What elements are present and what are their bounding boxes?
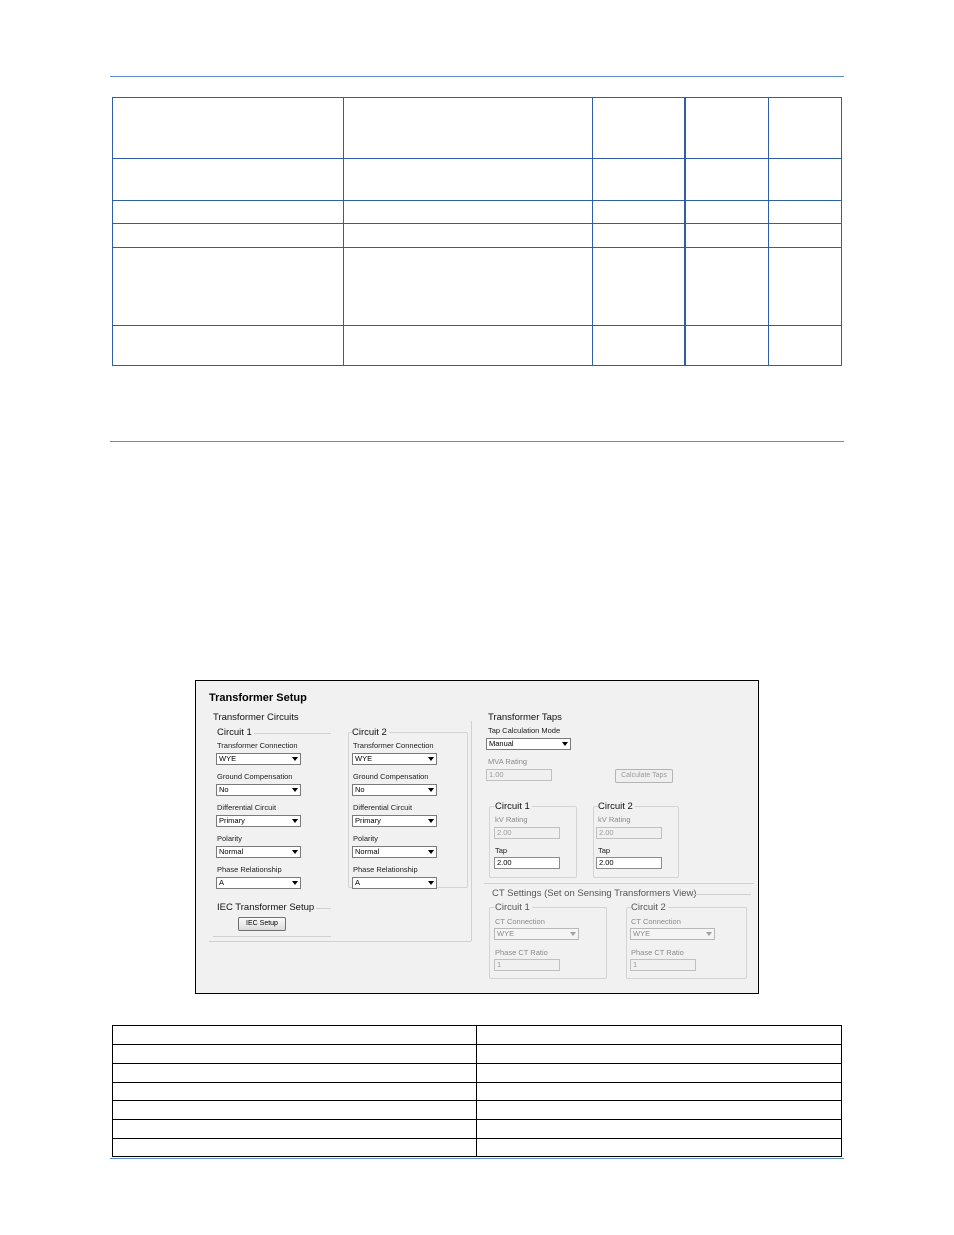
c2-phase-relationship-select[interactable] [352, 877, 437, 889]
dropdown-arrow-icon [706, 932, 712, 936]
ct-c2-ratio-label: Phase CT Ratio [631, 948, 684, 957]
ct-circuit1-title: Circuit 1 [495, 902, 530, 913]
c1-transformer-connection-select[interactable] [216, 753, 301, 765]
c1-differential-circuit-select[interactable] [216, 815, 301, 827]
iec-bottom-line [213, 936, 331, 937]
ct-c1-ratio-input[interactable]: 1 [494, 959, 560, 971]
transformer-taps-title: Transformer Taps [488, 712, 562, 723]
c1-transformer-connection-value: WYE [219, 754, 237, 763]
circuit1-title: Circuit 1 [217, 727, 252, 738]
settings-table-top [112, 97, 842, 366]
c2-phase-relationship-value: A [355, 878, 361, 887]
footer-rule [110, 1158, 844, 1159]
mva-rating-label: MVA Rating [488, 757, 528, 766]
c2-ground-compensation-label: Ground Compensation [353, 772, 429, 781]
transformer-setup-screenshot [195, 680, 759, 994]
calculate-taps-button[interactable]: Calculate Taps [615, 769, 673, 783]
c2-phase-relationship-label: Phase Relationship [353, 865, 418, 874]
c1-transformer-connection-label: Transformer Connection [217, 741, 298, 750]
circuit1-title-line [254, 733, 331, 734]
ct-title-line [693, 894, 751, 895]
c2-transformer-connection-label: Transformer Connection [353, 741, 434, 750]
c2-ground-compensation-value: No [355, 785, 365, 794]
c1-polarity-select[interactable] [216, 846, 301, 858]
c1-ground-compensation-label: Ground Compensation [217, 772, 293, 781]
c2-transformer-connection-select[interactable] [352, 753, 437, 765]
dropdown-arrow-icon [428, 757, 434, 761]
c2-polarity-select[interactable] [352, 846, 437, 858]
c1-differential-circuit-value: Primary [219, 816, 245, 825]
mva-rating-input[interactable]: 1.00 [486, 769, 552, 781]
taps-c1-tap-label: Tap [495, 846, 508, 855]
dropdown-arrow-icon [428, 819, 434, 823]
c2-differential-circuit-label: Differential Circuit [353, 803, 413, 812]
ct-c2-connection-label: CT Connection [631, 917, 681, 926]
panel-title: Transformer Setup [209, 692, 307, 704]
circuit2-title: Circuit 2 [352, 727, 387, 738]
dropdown-arrow-icon [292, 757, 298, 761]
c1-polarity-value: Normal [219, 847, 244, 856]
iec-setup-button[interactable]: IEC Setup [238, 917, 286, 931]
header-rule [110, 76, 844, 77]
c1-ground-compensation-value: No [219, 785, 229, 794]
circuits-right-line [471, 721, 472, 941]
taps-c2-tap-input[interactable]: 2.00 [596, 857, 662, 869]
taps-c2-kv-input[interactable]: 2.00 [596, 827, 662, 839]
dropdown-arrow-icon [570, 932, 576, 936]
tap-calc-mode-select[interactable] [486, 738, 571, 750]
taps-c1-tap-input[interactable]: 2.00 [494, 857, 560, 869]
settings-table-bottom [112, 1025, 842, 1157]
dropdown-arrow-icon [292, 788, 298, 792]
c2-polarity-value: Normal [355, 847, 380, 856]
taps-c1-kv-input[interactable]: 2.00 [494, 827, 560, 839]
c2-transformer-connection-value: WYE [355, 754, 373, 763]
ct-c2-ratio-input[interactable]: 1 [630, 959, 696, 971]
dropdown-arrow-icon [428, 850, 434, 854]
taps-circuit2-title: Circuit 2 [598, 801, 633, 812]
c2-ground-compensation-select[interactable] [352, 784, 437, 796]
ct-c1-connection-label: CT Connection [495, 917, 545, 926]
transformer-circuits-title: Transformer Circuits [213, 712, 299, 723]
circuits-bottom-line [209, 941, 471, 942]
dropdown-arrow-icon [428, 788, 434, 792]
ct-circuit2-title: Circuit 2 [631, 902, 666, 913]
taps-c1-kv-label: kV Rating [495, 815, 528, 824]
c1-ground-compensation-select[interactable] [216, 784, 301, 796]
c1-phase-relationship-label: Phase Relationship [217, 865, 282, 874]
c2-differential-circuit-value: Primary [355, 816, 381, 825]
c1-differential-circuit-label: Differential Circuit [217, 803, 277, 812]
ct-c2-connection-select[interactable] [630, 928, 715, 940]
tap-calc-mode-label: Tap Calculation Mode [488, 726, 561, 735]
ct-c1-connection-value: WYE [497, 929, 515, 938]
taps-c2-kv-label: kV Rating [598, 815, 631, 824]
iec-title-line [316, 908, 331, 909]
c2-polarity-label: Polarity [353, 834, 379, 843]
dropdown-arrow-icon [292, 819, 298, 823]
iec-setup-title: IEC Transformer Setup [217, 902, 315, 913]
taps-c2-tap-label: Tap [598, 846, 611, 855]
ct-c2-connection-value: WYE [633, 929, 651, 938]
c1-phase-relationship-select[interactable] [216, 877, 301, 889]
dropdown-arrow-icon [292, 850, 298, 854]
taps-circuit1-title: Circuit 1 [495, 801, 530, 812]
tap-calc-mode-value: Manual [489, 739, 514, 748]
section-rule [110, 441, 844, 442]
ct-settings-title: CT Settings (Set on Sensing Transformers View) [492, 888, 697, 899]
c1-phase-relationship-value: A [219, 878, 225, 887]
c2-differential-circuit-select[interactable] [352, 815, 437, 827]
taps-bottom-line [484, 883, 754, 884]
dropdown-arrow-icon [562, 742, 568, 746]
ct-c1-ratio-label: Phase CT Ratio [495, 948, 548, 957]
dropdown-arrow-icon [292, 881, 298, 885]
dropdown-arrow-icon [428, 881, 434, 885]
ct-c1-connection-select[interactable] [494, 928, 579, 940]
c1-polarity-label: Polarity [217, 834, 243, 843]
